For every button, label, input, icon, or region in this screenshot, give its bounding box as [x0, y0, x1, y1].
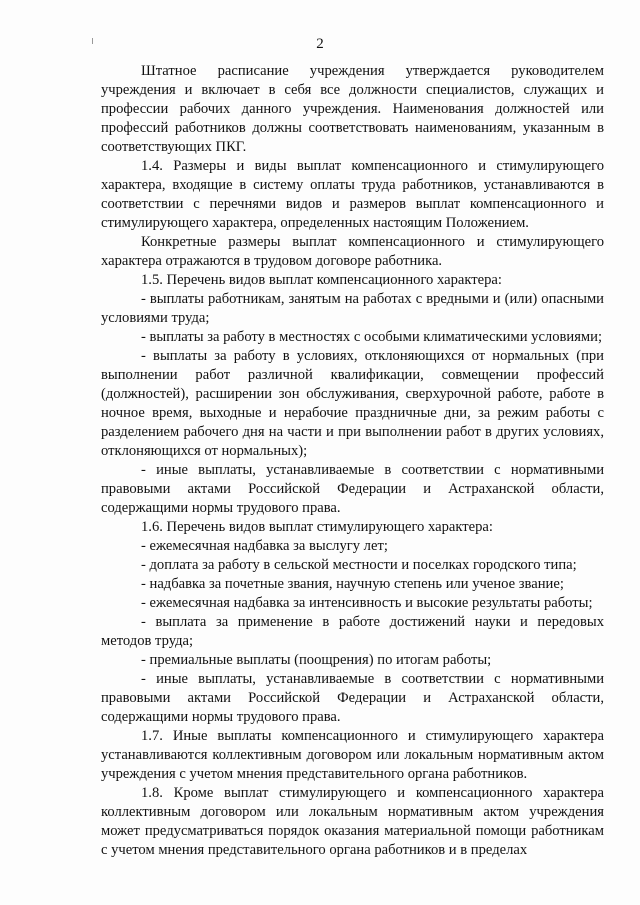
page-number: 2: [316, 36, 324, 52]
list-item: - выплаты работникам, занятым на работах с вредными и (или) опасными условиями труда;: [101, 291, 604, 326]
paragraph-1-5: 1.5. Перечень видов выплат компенсационного характера:: [141, 272, 502, 288]
list-item: - выплаты за работу в условиях, отклоняющихся от нормальных (при выполнении работ различной квалификации, совмещении профессий (должностей), расширении зон обслуживания, сверхурочной работе, работе в ночное время, выходные и нерабочие праздничные дни, за режим работы с разделением рабочего дня на части и при выполнении работ в других условиях, отклоняющихся от нормальных);: [101, 348, 604, 459]
document-body: [101, 62, 604, 860]
paragraph-1-8: 1.8. Кроме выплат стимулирующего и компенсационного характера коллективным договором или локальным нормативным актом учреждения может предусматриваться порядок оказания материальной помощи работникам с учетом мнения представительного органа работников и в пределах: [101, 785, 604, 858]
list-item: - выплата за применение в работе достижений науки и передовых методов труда;: [101, 614, 604, 649]
list-item: - премиальные выплаты (поощрения) по итогам работы;: [141, 652, 492, 668]
list-item: - иные выплаты, устанавливаемые в соответствии с нормативными правовыми актами Российской Федерации и Астраханской области, содержащими нормы трудового права.: [101, 462, 604, 516]
list-item: - ежемесячная надбавка за интенсивность и высокие результаты работы;: [141, 595, 593, 611]
list-item: - иные выплаты, устанавливаемые в соответствии с нормативными правовыми актами Российской Федерации и Астраханской области, содержащими нормы трудового права.: [101, 671, 604, 725]
paragraph-staff-schedule: Штатное расписание учреждения утверждается руководителем учреждения и включает в себя все должности специалистов, служащих и профессии рабочих данного учреждения. Наименования должностей или профессий работников должны соответствовать наименованиям, указанным в соответствующих ПКГ.: [101, 63, 604, 155]
paragraph-1-4: 1.4. Размеры и виды выплат компенсационного и стимулирующего характера, входящие в систему оплаты труда работников, устанавливаются в соответствии с перечнями видов и размеров выплат компенсационного и стимулирующего характера, определенных настоящим Положением.: [101, 158, 604, 231]
paragraph-specific-amounts: Конкретные размеры выплат компенсационного и стимулирующего характера отражаются в трудовом договоре работника.: [101, 234, 604, 269]
paragraph-1-6: 1.6. Перечень видов выплат стимулирующего характера:: [141, 519, 493, 535]
list-item: - выплаты за работу в местностях с особыми климатическими условиями;: [141, 329, 603, 345]
list-item: - ежемесячная надбавка за выслугу лет;: [141, 538, 388, 554]
list-item: - доплата за работу в сельской местности и поселках городского типа;: [141, 557, 577, 573]
list-item: - надбавка за почетные звания, научную степень или ученое звание;: [141, 576, 564, 592]
paragraph-1-7: 1.7. Иные выплаты компенсационного и стимулирующего характера устанавливаются коллективным договором или локальным нормативным актом учреждения с учетом мнения представительного органа работников.: [101, 728, 604, 782]
